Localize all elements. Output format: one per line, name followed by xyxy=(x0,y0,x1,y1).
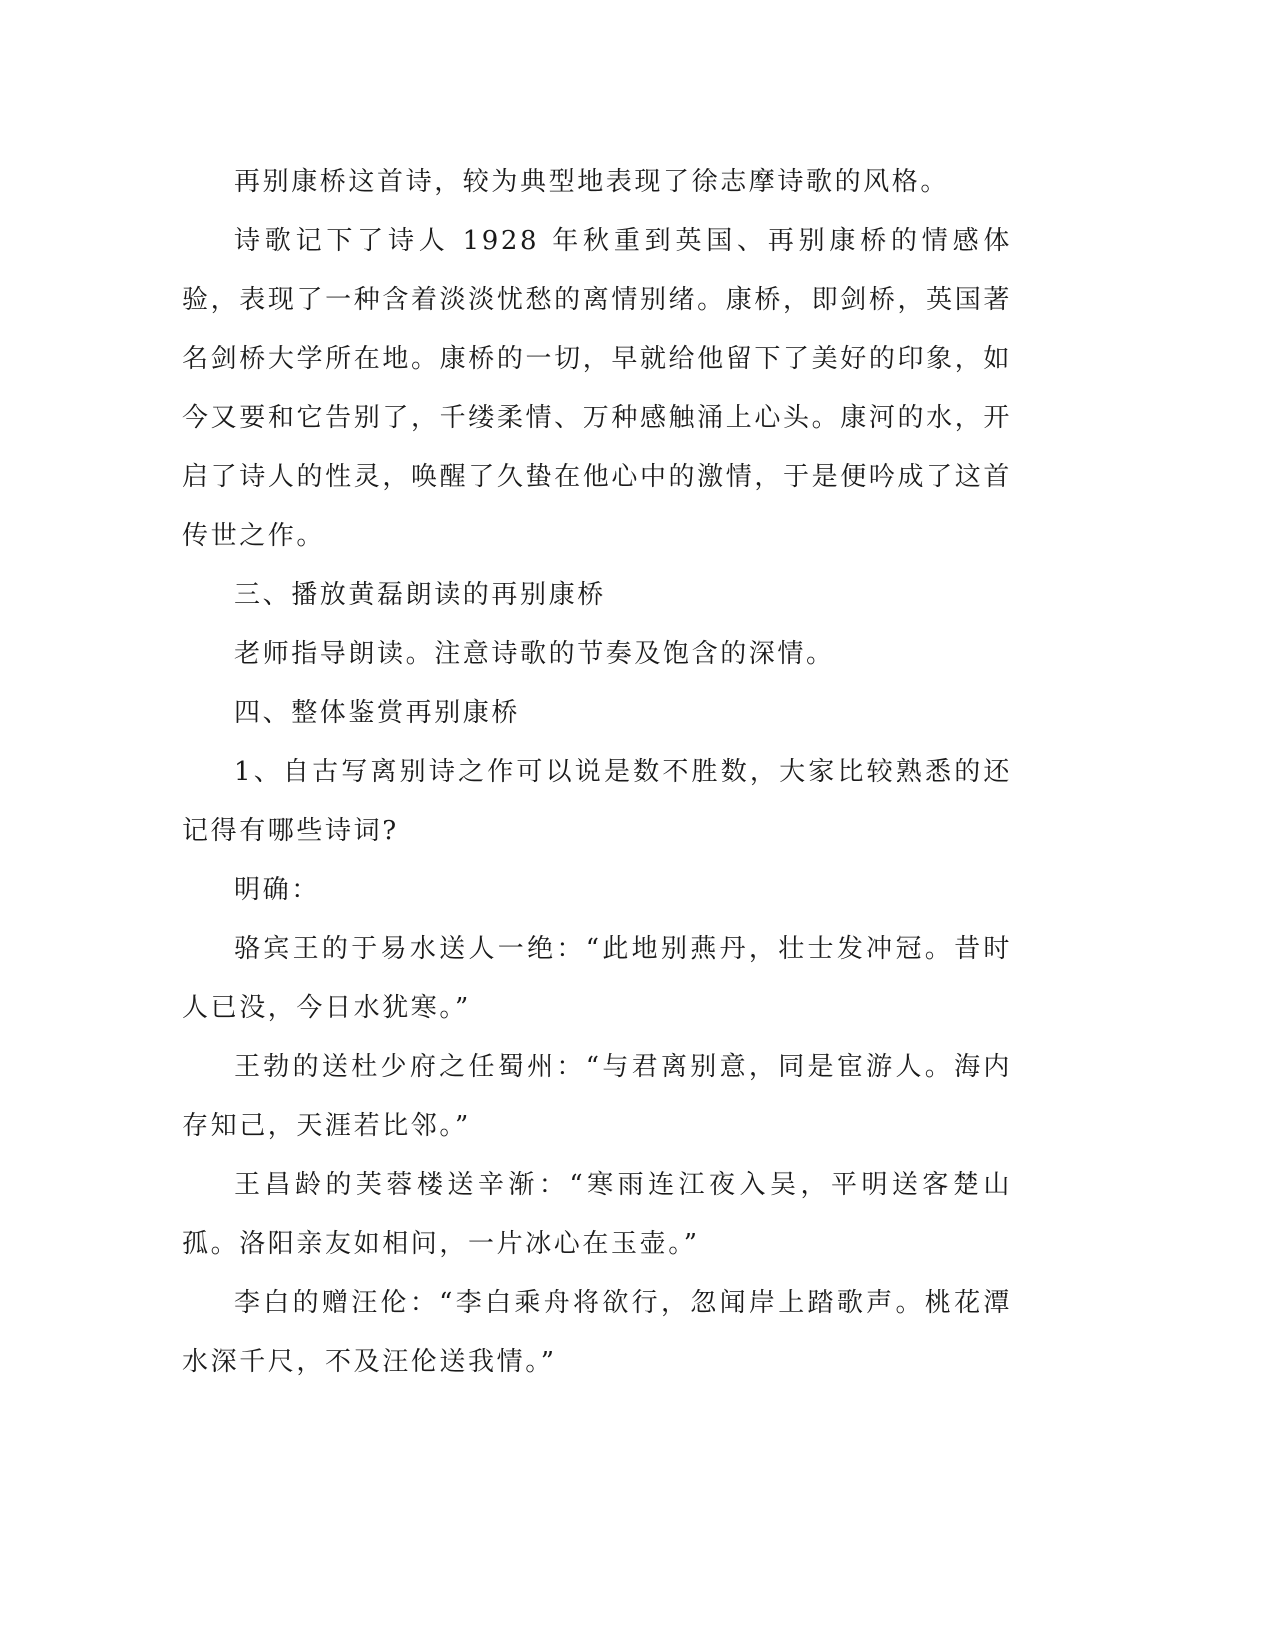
section-heading-4: 四、整体鉴赏再别康桥 xyxy=(234,698,521,728)
paragraph-intro: 再别康桥这首诗，较为典型地表现了徐志摩诗歌的风格。 xyxy=(234,167,950,197)
paragraph-reading-guide: 老师指导朗读。注意诗歌的节奏及饱含的深情。 xyxy=(234,639,835,669)
poem-quote-li-bai: 李白的赠汪伦：“李白乘舟将欲行，忽闻岸上踏歌声。桃花潭水深千尺，不及汪伦送我情。” xyxy=(182,1288,1012,1377)
poem-quote-wang-changling: 王昌龄的芙蓉楼送辛渐：“寒雨连江夜入吴，平明送客楚山孤。洛阳亲友如相问，一片冰心在玉壶。” xyxy=(182,1170,1012,1259)
document-page xyxy=(182,153,1012,1392)
answer-label: 明确： xyxy=(234,875,320,905)
poem-quote-wang-bo: 王勃的送杜少府之任蜀州：“与君离别意，同是宦游人。海内存知己，天涯若比邻。” xyxy=(182,1052,1012,1141)
poem-quote-luo-binwang: 骆宾王的于易水送人一绝：“此地别燕丹，壮士发冲冠。昔时人已没，今日水犹寒。” xyxy=(182,934,1012,1023)
paragraph-background: 诗歌记下了诗人 1928 年秋重到英国、再别康桥的情感体验，表现了一种含着淡淡忧愁的离情别绪。康桥，即剑桥，英国著名剑桥大学所在地。康桥的一切，早就给他留下了美好的印象，如今又要和它告别了，千缕柔情、万种感触涌上心头。康河的水，开启了诗人的性灵，唤醒了久蛰在他心中的激情，于是便吟成了这首传世之作。 xyxy=(182,226,1012,551)
question-1: 1、自古写离别诗之作可以说是数不胜数，大家比较熟悉的还记得有哪些诗词? xyxy=(182,757,1012,846)
section-heading-3: 三、播放黄磊朗读的再别康桥 xyxy=(234,580,606,610)
